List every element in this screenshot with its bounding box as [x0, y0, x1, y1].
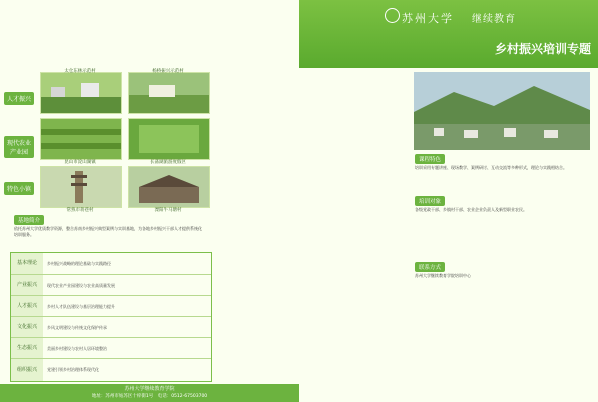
photo-village-1 [40, 72, 122, 114]
section-industry: 现代农业产业园 [4, 136, 34, 158]
photo-town-1 [40, 166, 122, 208]
caption-1: 太仓东林示范村 [64, 69, 96, 74]
row-text: 乡村人才队伍建设与基层治理能力提升 [47, 304, 115, 309]
caption-2: 杨桥振兴示范村 [152, 69, 184, 74]
intro-text: 依托苏州大学优质教学资源，整合苏南乡村振兴典型案例与实训基地，为各地乡村振兴干部人才提供系统化培训服务。 [14, 226, 202, 237]
photo-village-2 [128, 72, 210, 114]
university-logo: 苏州大学 [402, 12, 454, 25]
row-text: 乡村振兴战略的理论基础与实践路径 [47, 261, 111, 266]
table-row [11, 358, 211, 381]
tag-features: 课程特色 [415, 154, 445, 164]
row-label: 产业振兴 [11, 275, 43, 296]
table-row [11, 253, 211, 274]
table-row [11, 316, 211, 338]
row-label: 组织振兴 [11, 359, 43, 381]
intro-tag: 基地简介 [14, 215, 44, 225]
caption-4: 长荡湖旅游度假区 [150, 160, 186, 165]
features-text: 培训采用专题讲座、现场教学、案例研讨、互动交流等多种形式，理论与实践相结合。 [415, 165, 567, 170]
table-row [11, 295, 211, 317]
row-label: 生态振兴 [11, 338, 43, 359]
table-row [11, 274, 211, 296]
photo-farm-2 [128, 118, 210, 160]
university-seal-icon [385, 8, 400, 23]
photo-landscape [414, 72, 590, 150]
footer-line1: 苏州大学继续教育学院 [124, 386, 175, 392]
photo-farm-1 [40, 118, 122, 160]
header-banner [299, 0, 598, 68]
section-talent: 人才振兴 [4, 92, 34, 105]
caption-5: 常熟市蒋巷村 [66, 208, 94, 213]
tag-contact: 联系方式 [415, 262, 445, 272]
row-label: 文化振兴 [11, 317, 43, 338]
photo-town-2 [128, 166, 210, 208]
table-row [11, 337, 211, 359]
row-label: 基本理论 [11, 253, 43, 274]
right-panel [299, 0, 598, 402]
tag-audience: 培训对象 [415, 196, 445, 206]
row-text: 现代农业产业园建设与农业高质量发展 [47, 283, 115, 288]
caption-6: 溧阳牛马塘村 [154, 208, 182, 213]
footer-line2: 地址：苏州市姑苏区十梓街1号 电话：0512-67503700 [91, 394, 208, 399]
header-subtitle: 继续教育 [472, 14, 516, 25]
row-text: 乡风文明建设与传统文化保护传承 [47, 325, 107, 330]
contact-text: 苏州大学继续教育学院培训中心 [415, 273, 471, 278]
caption-3: 昆山市淀山湖镇 [64, 160, 96, 165]
row-text: 党建引领乡村治理体系现代化 [47, 367, 99, 372]
left-footer [0, 384, 299, 402]
row-text: 美丽乡村建设与农村人居环境整治 [47, 346, 107, 351]
page-title: 乡村振兴培训专题 [495, 42, 592, 56]
course-table [10, 252, 212, 382]
audience-text: 各级党政干部、乡镇村干部、农业企业负责人及新型职业农民。 [415, 207, 527, 212]
row-label: 人才振兴 [11, 296, 43, 317]
section-town: 特色小镇 [4, 182, 34, 195]
